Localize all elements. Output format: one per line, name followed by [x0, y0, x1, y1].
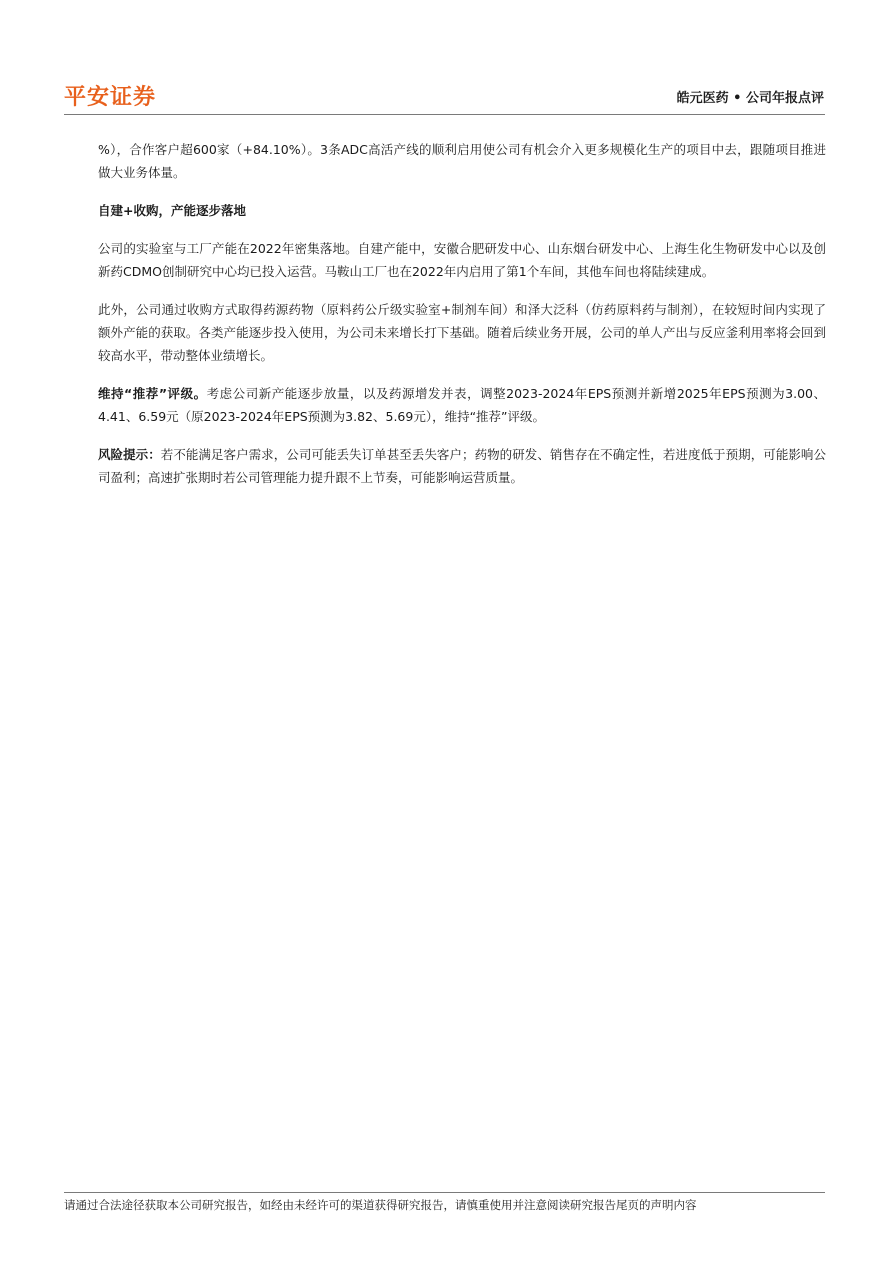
- main-content: [98, 138, 826, 504]
- report-title: 皓元医药 • 公司年报点评: [676, 91, 824, 106]
- section-heading: 自建+收购，产能逐步落地: [98, 203, 246, 218]
- risk-text: 若不能满足客户需求，公司可能丢失订单甚至丢失客户；药物的研发、销售存在不确定性，若进度低于预期，可能影响公司盈利；高速扩张期时若公司管理能力提升跟不上节奏，可能影响运营质量。: [98, 447, 826, 485]
- paragraph-acquisition: 此外，公司通过收购方式取得药源药物（原料药公斤级实验室+制剂车间）和泽大泛科（仿药原料药与制剂），在较短时间内实现了额外产能的获取。各类产能逐步投入使用，为公司未来增长打下基础。随着后续业务开展，公司的单人产出与反应釜利用率将会回到较高水平，带动整体业绩增长。: [98, 302, 826, 363]
- paragraph-risk: [98, 443, 826, 489]
- header-divider: [64, 114, 825, 115]
- rating-text: 考虑公司新产能逐步放量，以及药源增发并表，调整2023-2024年EPS预测并新增2025年EPS预测为3.00、4.41、6.59元（原2023-2024年EPS预测为3.82、5.69元），维持“推荐”评级。: [98, 386, 826, 424]
- risk-lead: 风险提示：: [98, 447, 161, 462]
- paragraph-rating: [98, 382, 826, 428]
- paragraph-customers: %），合作客户超600家（+84.10%）。3条ADC高活产线的顺利启用使公司有机会介入更多规模化生产的项目中去，跟随项目推进做大业务体量。: [98, 142, 826, 180]
- brand-logo: 平安证券: [64, 85, 157, 110]
- footer-disclaimer: 请通过合法途径获取本公司研究报告，如经由未经许可的渠道获得研究报告，请慎重使用并注意阅读研究报告尾页的声明内容: [64, 1198, 697, 1212]
- rating-lead: 维持“推荐”评级。: [98, 386, 207, 401]
- paragraph-capacity: 公司的实验室与工厂产能在2022年密集落地。自建产能中，安徽合肥研发中心、山东烟台研发中心、上海生化生物研发中心以及创新药CDMO创制研究中心均已投入运营。马鞍山工厂也在2022年内启用了第1个车间，其他车间也将陆续建成。: [98, 241, 826, 279]
- footer-divider: [64, 1192, 825, 1193]
